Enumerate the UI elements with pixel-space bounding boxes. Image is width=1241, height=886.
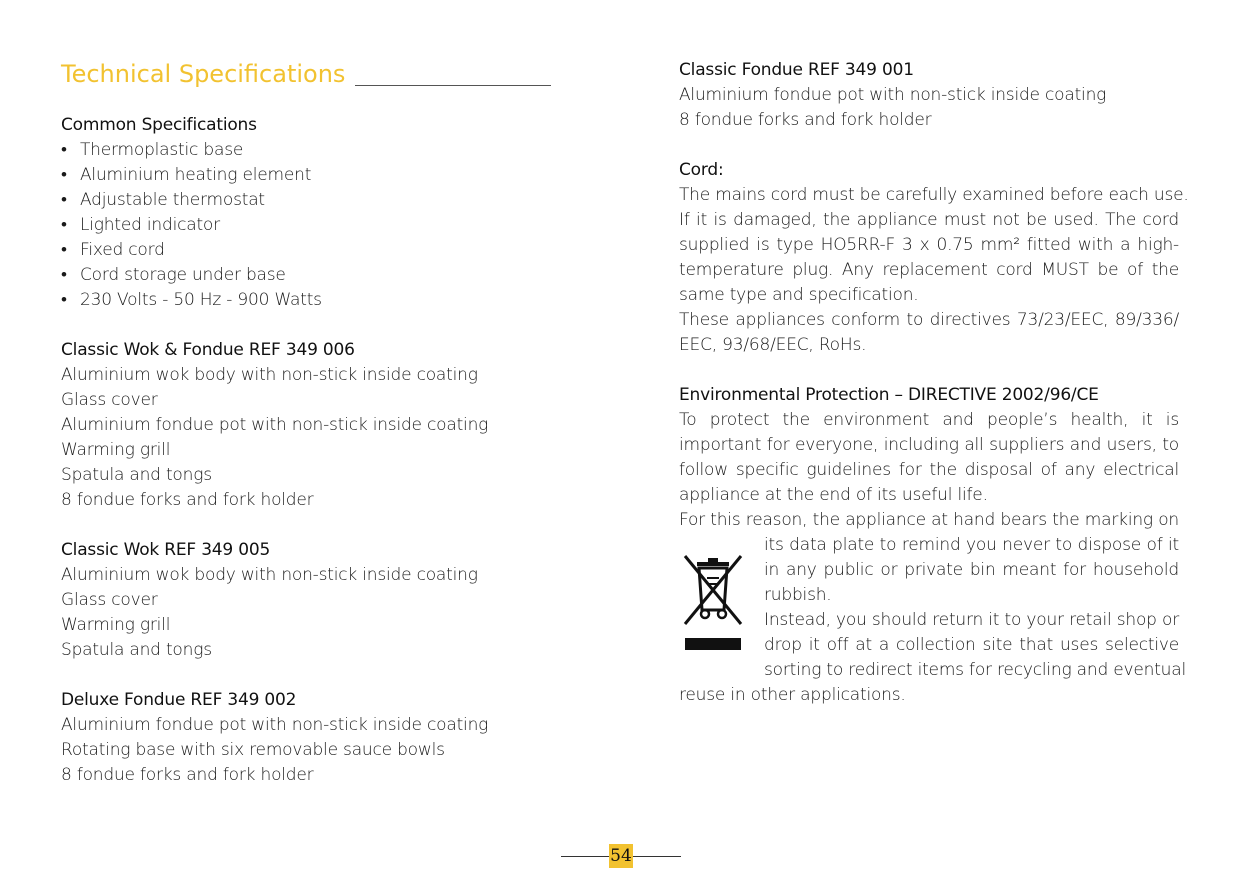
list-item-text: Aluminium heating element <box>80 165 312 185</box>
list-item-text: Cord storage under base <box>80 265 286 285</box>
title-underline <box>355 85 551 86</box>
text-line: Aluminium wok body with non-stick inside coating <box>61 365 478 385</box>
text-line: temperature plug. Any replacement cord MUST be of the <box>679 260 1179 280</box>
text-line: Aluminium fondue pot with non-stick inside coating <box>679 85 1107 105</box>
text-line: Rotating base with six removable sauce bowls <box>61 740 445 760</box>
text-line: important for everyone, including all suppliers and users, to <box>679 435 1179 455</box>
text-line: same type and specification. <box>679 285 919 305</box>
list-item <box>61 263 286 288</box>
common-specs-heading: Common Specifications <box>61 115 257 135</box>
text-line: sorting to redirect items for recycling and eventual <box>764 660 1186 680</box>
bullet: • <box>61 240 67 260</box>
text-line: Spatula and tongs <box>61 640 212 660</box>
footer-rule-left <box>561 856 609 857</box>
text-line: Aluminium wok body with non-stick inside coating <box>61 565 478 585</box>
wok-heading: Classic Wok REF 349 005 <box>61 540 271 560</box>
text-line: Glass cover <box>61 590 158 610</box>
text-line: follow specific guidelines for the disposal of any electrical <box>679 460 1179 480</box>
text-line: 8 fondue forks and fork holder <box>61 490 314 510</box>
text-line: Aluminium fondue pot with non-stick inside coating <box>61 715 489 735</box>
text-line: Glass cover <box>61 390 158 410</box>
text-line: reuse in other applications. <box>679 685 906 705</box>
list-item <box>61 138 243 163</box>
crossed-out-wheelie-bin-icon <box>679 552 747 652</box>
list-item <box>61 288 322 313</box>
classic-fondue-heading: Classic Fondue REF 349 001 <box>679 60 914 80</box>
list-item <box>61 163 311 188</box>
text-line: The mains cord must be carefully examined before each use. <box>679 185 1189 205</box>
text-line: Aluminium fondue pot with non-stick inside coating <box>61 415 489 435</box>
list-item <box>61 188 265 213</box>
bullet: • <box>61 215 67 235</box>
deluxe-fondue-heading: Deluxe Fondue REF 349 002 <box>61 690 297 710</box>
list-item-text: Thermoplastic base <box>80 140 244 160</box>
list-item-text: Fixed cord <box>80 240 165 260</box>
list-item-text: Lighted indicator <box>80 215 220 235</box>
text-line: Instead, you should return it to your retail shop or <box>764 610 1179 630</box>
text-line: EEC, 93/68/EEC, RoHs. <box>679 335 867 355</box>
text-line: If it is damaged, the appliance must not be used. The cord <box>679 210 1179 230</box>
text-line: 8 fondue forks and fork holder <box>679 110 932 130</box>
bullet: • <box>61 190 67 210</box>
footer-rule-right <box>633 856 681 857</box>
text-line: supplied is type HO5RR-F 3 x 0.75 mm² fitted with a high- <box>679 235 1179 255</box>
text-line: its data plate to remind you never to dispose of it <box>764 535 1179 555</box>
text-line: 8 fondue forks and fork holder <box>61 765 314 785</box>
text-line: rubbish. <box>764 585 832 605</box>
bullet: • <box>61 290 67 310</box>
page-footer <box>561 844 681 870</box>
text-line: These appliances conform to directives 73/23/EEC, 89/336/ <box>679 310 1179 330</box>
list-item <box>61 238 165 263</box>
bullet: • <box>61 140 67 160</box>
list-item-text: Adjustable thermostat <box>80 190 265 210</box>
text-line: Warming grill <box>61 615 171 635</box>
bullet: • <box>61 265 67 285</box>
text-line: To protect the environment and people’s health, it is <box>679 410 1179 430</box>
bullet: • <box>61 165 67 185</box>
text-line: appliance at the end of its useful life. <box>679 485 988 505</box>
text-line: Warming grill <box>61 440 171 460</box>
text-line: Spatula and tongs <box>61 465 212 485</box>
text-line: For this reason, the appliance at hand bears the marking on <box>679 510 1179 530</box>
text-line: in any public or private bin meant for household <box>764 560 1179 580</box>
wok-fondue-heading: Classic Wok & Fondue REF 349 006 <box>61 340 355 360</box>
environment-heading: Environmental Protection – DIRECTIVE 2002/96/CE <box>679 385 1099 405</box>
page-number: 54 <box>610 846 632 866</box>
cord-heading: Cord: <box>679 160 724 180</box>
list-item-text: 230 Volts - 50 Hz - 900 Watts <box>80 290 322 310</box>
text-line: drop it off at a collection site that uses selective <box>764 635 1179 655</box>
page-title: Technical Specifications <box>61 60 346 88</box>
list-item <box>61 213 220 238</box>
